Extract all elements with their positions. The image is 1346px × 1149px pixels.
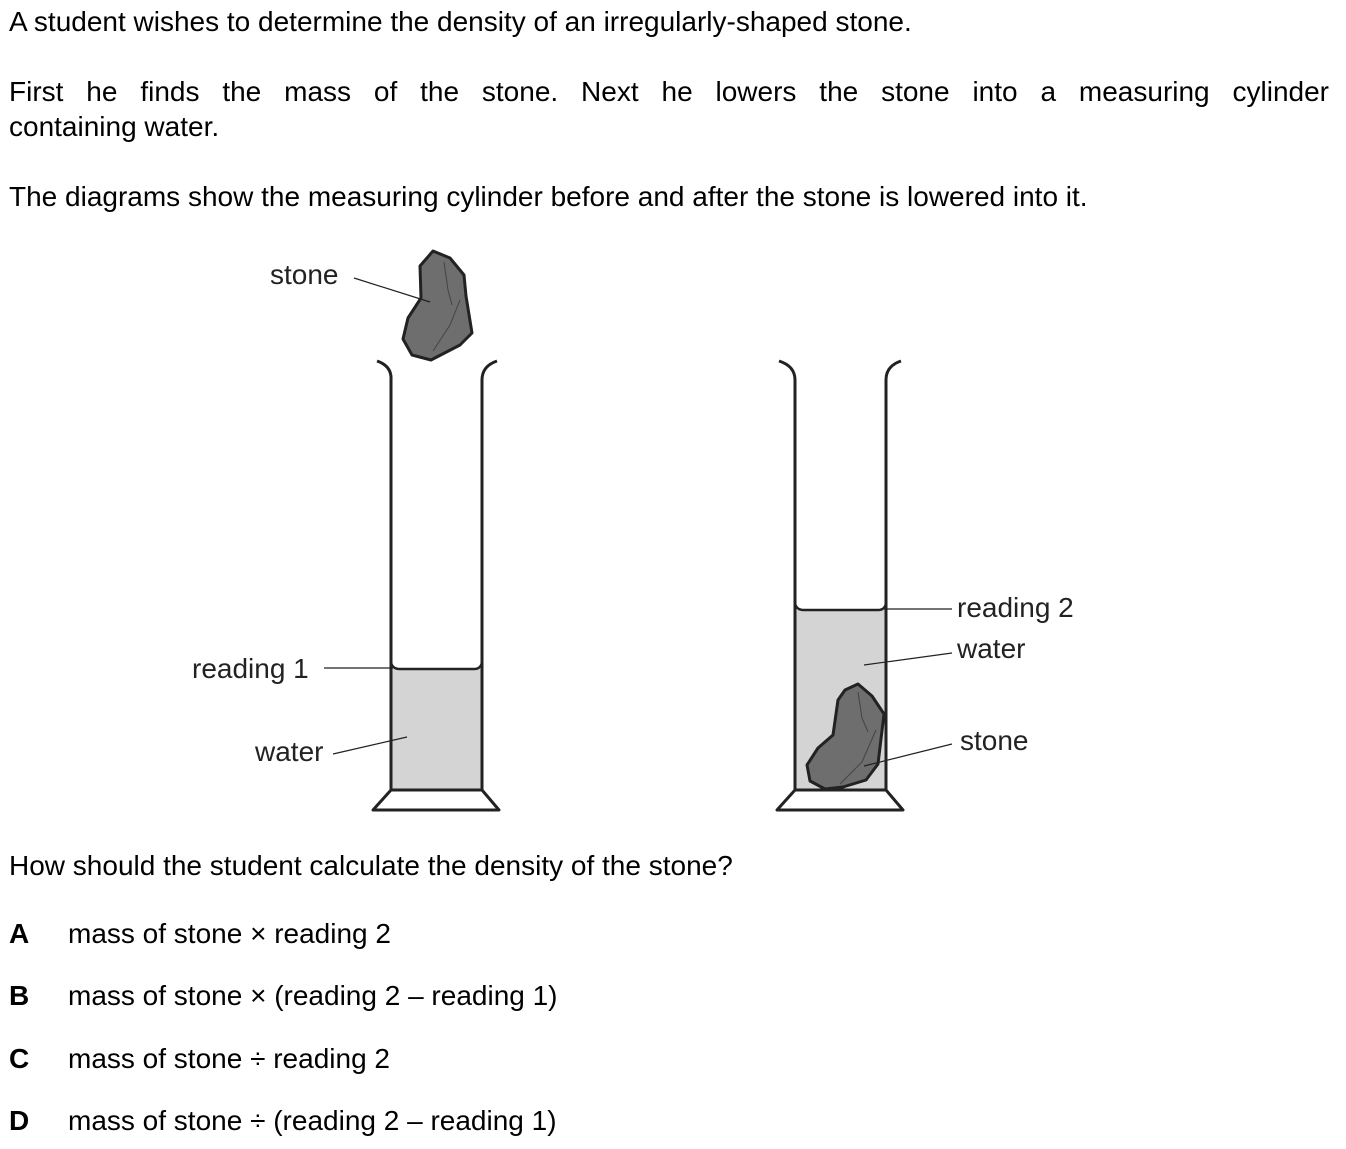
- cylinder-after-left-wall: [779, 361, 795, 790]
- water-before: [391, 669, 482, 790]
- intro-line-2b: containing water.: [9, 111, 220, 142]
- intro-line-1: A student wishes to determine the density of an irregularly-shaped stone.: [9, 6, 912, 37]
- cylinder-before-left-wall: [377, 361, 391, 790]
- option-b-letter: B: [9, 980, 30, 1011]
- cylinder-after-right-wall: [886, 361, 901, 790]
- option-c-letter: C: [9, 1043, 30, 1074]
- stone-before-leader: [354, 278, 430, 302]
- cylinder-before-base: [373, 790, 499, 810]
- option-d-letter: D: [9, 1105, 30, 1136]
- reading-2-label: reading 2: [957, 592, 1074, 623]
- meniscus-before: [391, 662, 482, 669]
- meniscus-after: [795, 603, 886, 610]
- option-a-letter: A: [9, 918, 30, 949]
- cylinder-before-right-wall: [482, 361, 497, 790]
- stone-before-label: stone: [270, 259, 339, 290]
- option-b-text: mass of stone × (reading 2 – reading 1): [68, 980, 558, 1011]
- cylinder-after-base: [777, 790, 903, 810]
- reading-1-label: reading 1: [192, 653, 309, 684]
- intro-line-3: The diagrams show the measuring cylinder before and after the stone is lowered into it.: [9, 181, 1088, 212]
- intro-line-2a: First he finds the mass of the stone. Next he lowers the stone into a measuring cylinder: [9, 76, 1329, 107]
- option-d-text: mass of stone ÷ (reading 2 – reading 1): [68, 1105, 557, 1136]
- option-c-text: mass of stone ÷ reading 2: [68, 1043, 390, 1074]
- water-before-label: water: [255, 736, 324, 767]
- stone-before: [403, 251, 472, 360]
- option-a-text: mass of stone × reading 2: [68, 918, 391, 949]
- cylinder-before: [373, 361, 499, 810]
- stone-after-label: stone: [960, 725, 1029, 756]
- water-after-label: water: [957, 633, 1026, 664]
- question-text: How should the student calculate the density of the stone?: [9, 850, 733, 881]
